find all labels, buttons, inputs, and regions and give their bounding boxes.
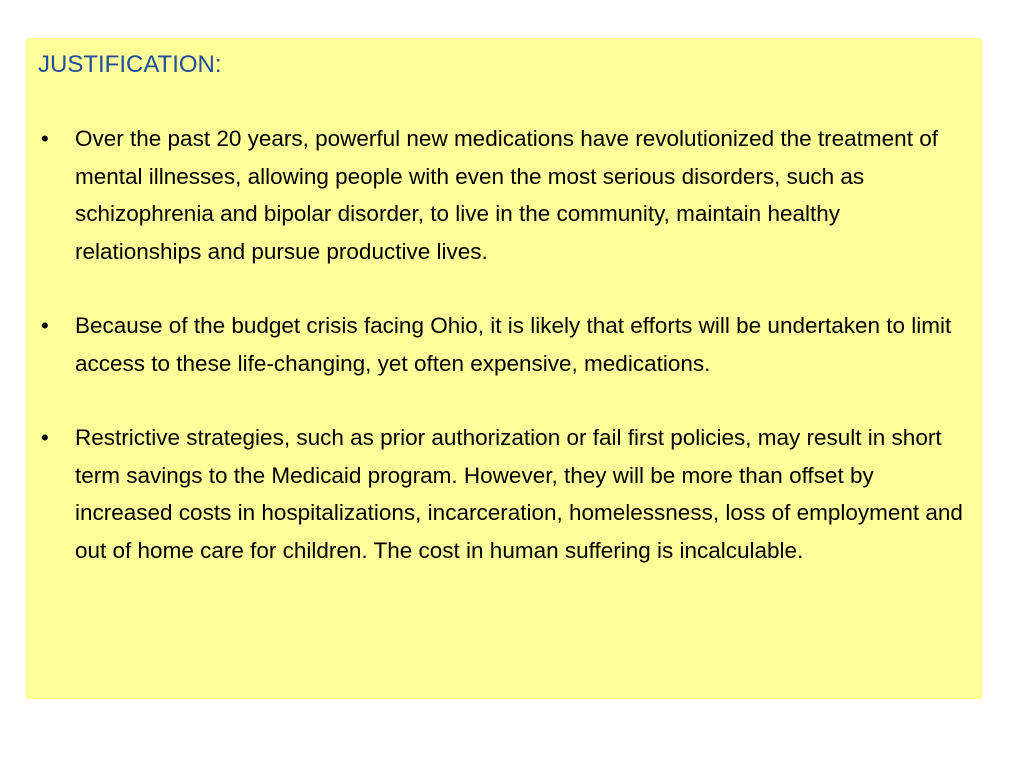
bullet-item-restrictive-strategies — [36, 419, 968, 569]
slide-heading: JUSTIFICATION: — [38, 51, 222, 78]
bullet-dot-icon: • — [41, 313, 49, 338]
bullet-text: Over the past 20 years, powerful new medications have revolutionized the treatment of mental illnesses, allowing people with even the most serious disorders, such as schizophrenia and bipolar disorder, to live in the community, maintain healthy relationships and pursue productive lives. — [75, 126, 938, 264]
justification-text-box — [26, 38, 982, 699]
bullet-item-medications — [36, 120, 968, 270]
bullet-list — [36, 120, 968, 569]
bullet-text: Restrictive strategies, such as prior authorization or fail first policies, may result in short term savings to the Medicaid program. However, they will be more than offset by increased costs in hospitalizations, incarceration, homelessness, loss of employment and out of home care for children. The cost in human suffering is incalculable. — [75, 425, 963, 563]
bullet-dot-icon: • — [41, 425, 49, 450]
bullet-dot-icon: • — [41, 126, 49, 151]
bullet-item-budget-crisis — [36, 307, 968, 382]
bullet-text: Because of the budget crisis facing Ohio, it is likely that efforts will be undertaken to limit access to these life-changing, yet often expensive, medications. — [75, 313, 952, 376]
